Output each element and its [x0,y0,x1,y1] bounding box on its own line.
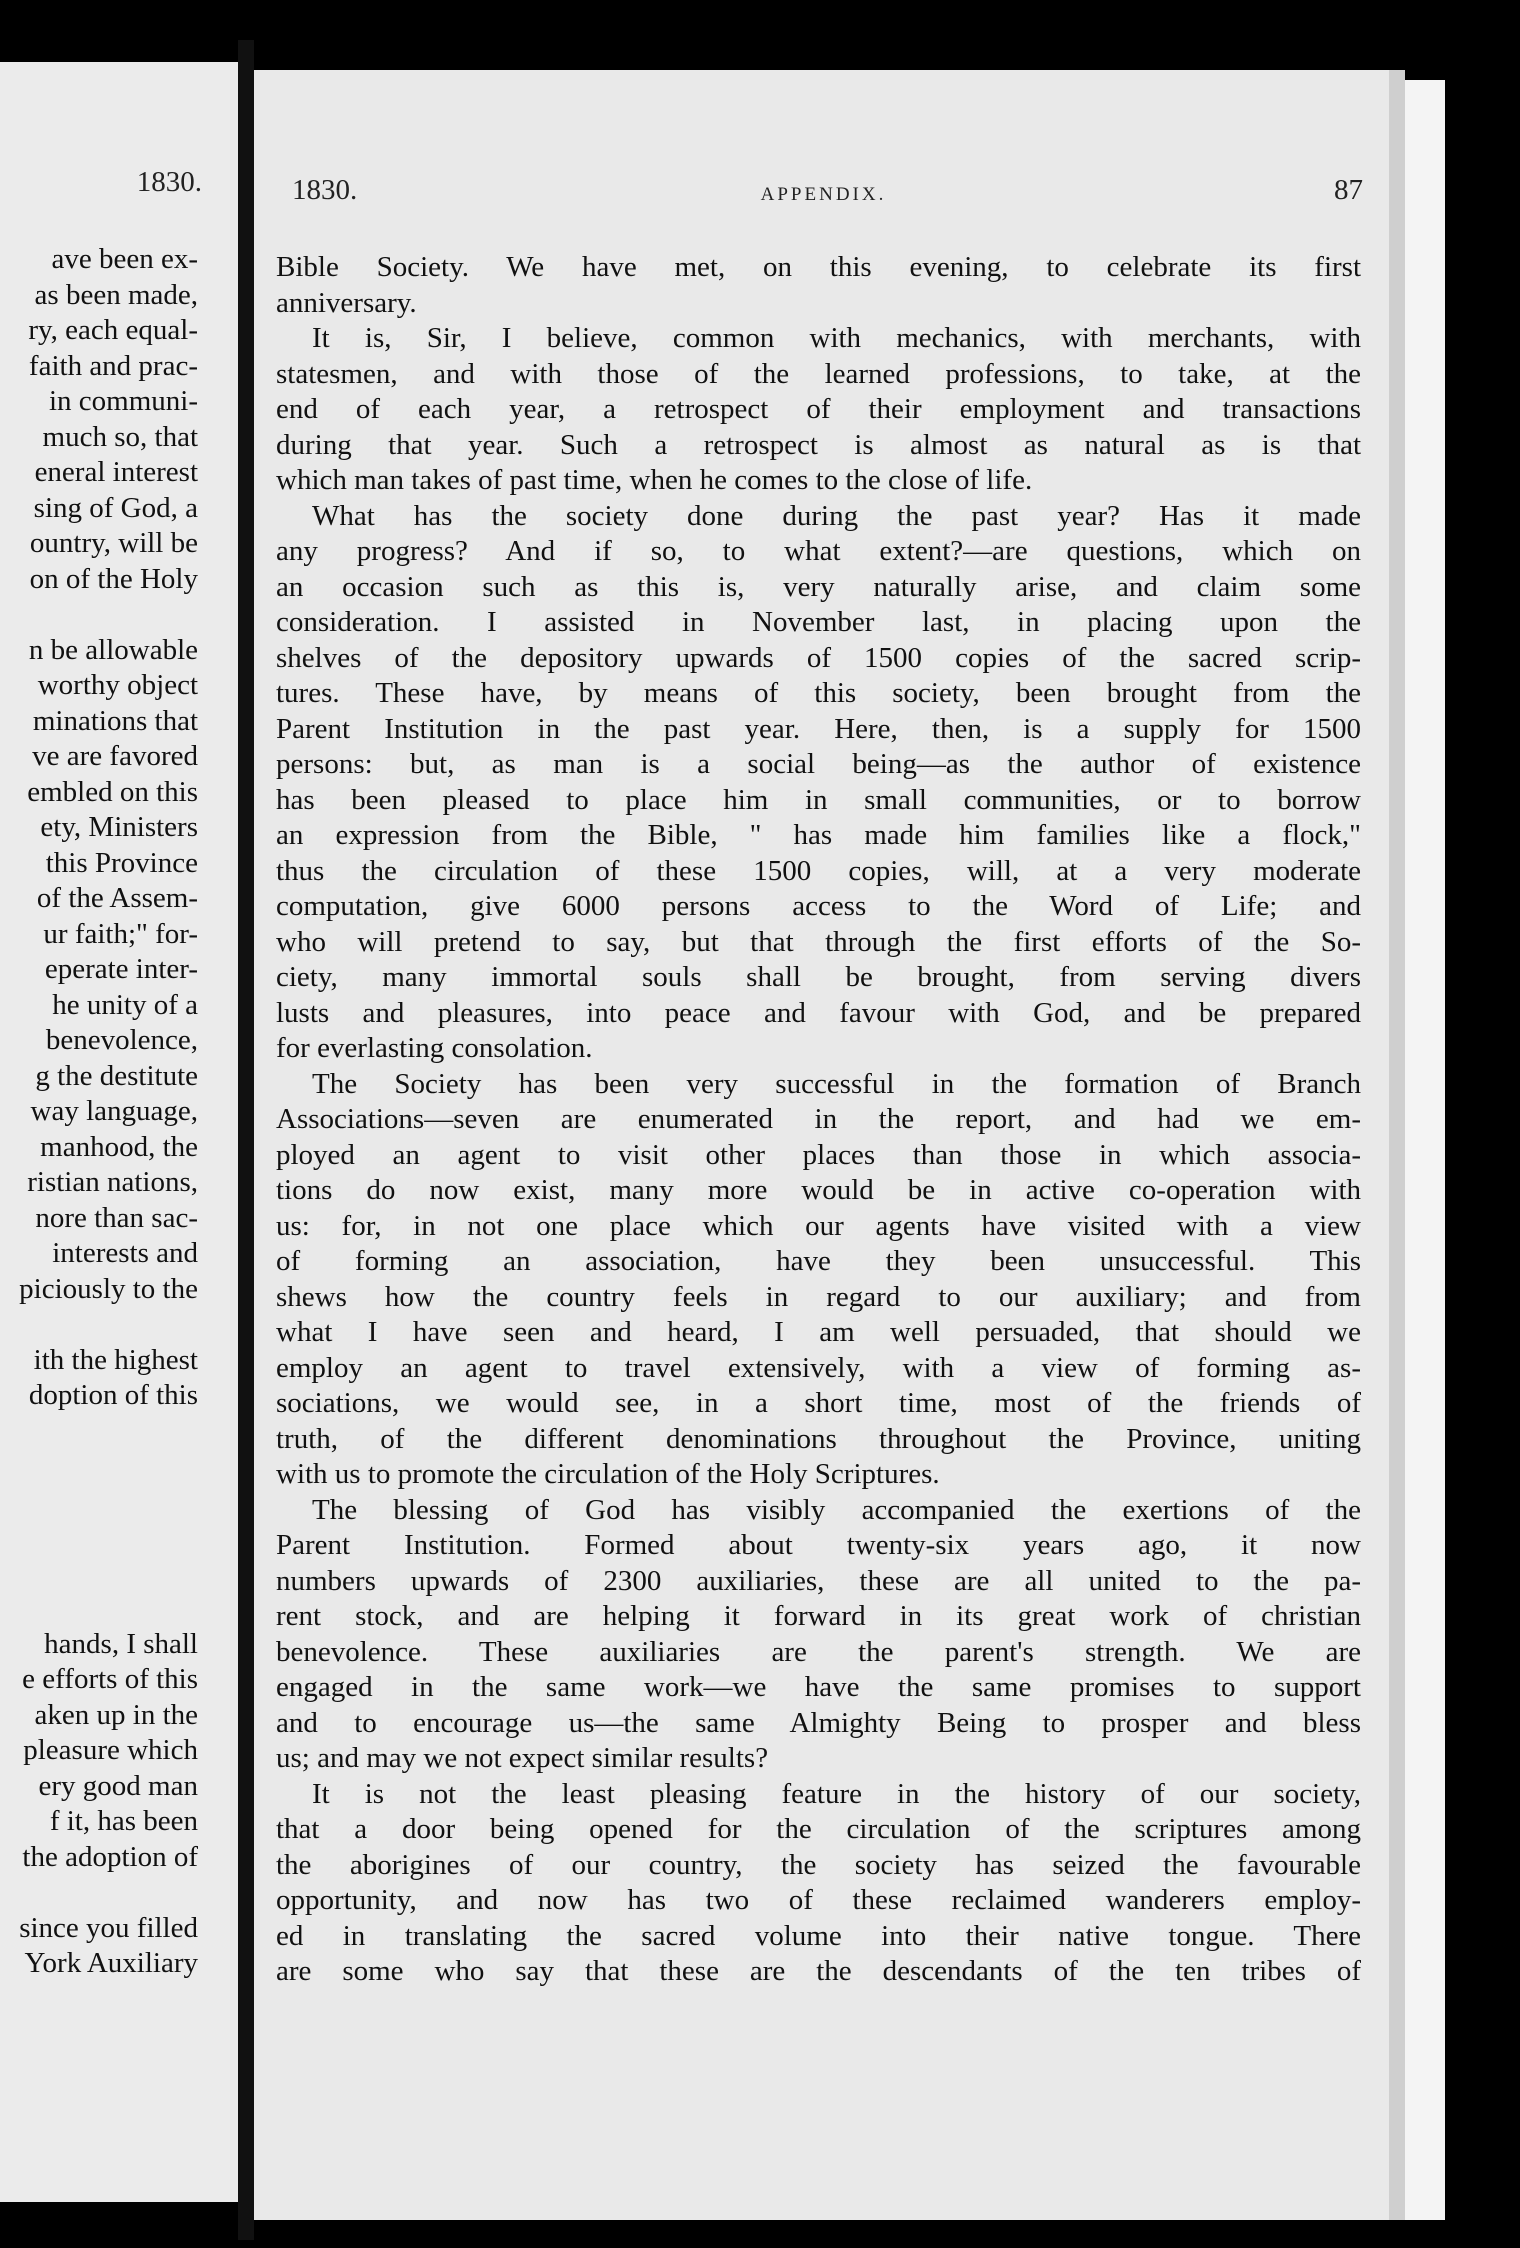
text-line: which man takes of past time, when he comes to the close of life. [276,464,1033,496]
left-text-line: f it, has been [49,1805,198,1837]
text-line: What has the society done during the past year? Has it made [312,499,1361,532]
left-text-line: e efforts of this [22,1663,198,1695]
page-edge-shadow [1405,80,1445,2220]
left-text-line: ery good man [38,1769,198,1802]
left-text-line: ur faith;" for- [43,917,198,950]
left-text-line: piciously to the [19,1272,198,1305]
left-text-line [0,1307,198,1343]
text-line: us: for, in not one place which our agents have visited with a view [276,1209,1361,1242]
left-text-line: eperate inter- [44,953,198,985]
text-line: during that year. Such a retrospect is almost as natural as is that [276,428,1361,461]
text-line: persons: but, as man is a social being—as the author of existence [276,748,1361,780]
left-text-line: as been made, [34,278,198,311]
left-page-fragment [0,62,238,2202]
left-text-line [0,1591,198,1627]
left-page-text [0,242,198,1982]
left-text-line: this Province [45,846,198,879]
left-text-line: hands, I shall [44,1627,198,1660]
text-line: anniversary. [276,286,417,319]
left-text-line: n be allowable [28,633,198,666]
left-text-line: benevolence, [45,1024,198,1056]
left-text-line [0,1556,198,1592]
running-title: APPENDIX. [760,184,887,205]
left-text-line [0,1520,198,1556]
text-line: lusts and pleasures, into peace and favour with God, and be prepared [276,996,1361,1029]
text-line: Parent Institution in the past year. Here, then, is a supply for 1500 [276,712,1361,745]
page-number: 87 [1334,174,1363,206]
page-year: 1830. [292,174,358,206]
text-line: The Society has been very successful in the formation of Branch [312,1067,1361,1100]
text-line: Bible Society. We have met, on this evening, to celebrate its first [276,251,1361,283]
left-text-line: since you filled [19,1911,198,1944]
text-line: us; and may we not expect similar results? [276,1742,769,1774]
text-line: ployed an agent to visit other places than those in which associa- [276,1138,1361,1171]
text-line: Associations—seven are enumerated in the report, and had we em- [276,1103,1361,1135]
left-text-line: ristian nations, [27,1166,198,1198]
text-line: The blessing of God has visibly accompanied the exertions of the [312,1493,1361,1526]
text-line: has been pleased to place him in small communities, or to borrow [276,783,1361,816]
text-line: benevolence. These auxiliaries are the parent's strength. We are [276,1635,1361,1668]
left-text-line [0,1875,198,1911]
left-text-line: way language, [30,1095,198,1127]
left-text-line: York Auxiliary [24,1947,198,1979]
text-line: thus the circulation of these 1500 copies, will, at a very moderate [276,854,1361,887]
main-page [254,70,1389,2220]
left-text-line: the adoption of [22,1840,198,1873]
left-text-line: he unity of a [52,988,198,1021]
left-text-line: nore than sac- [35,1201,198,1234]
left-text-line: ve are favored [32,740,198,772]
left-text-line [0,597,198,633]
text-line: who will pretend to say, but that through the first efforts of the So- [276,925,1361,958]
left-text-line: sing of God, a [33,491,198,524]
left-text-line [0,1414,198,1450]
left-text-line: ety, Ministers [40,811,198,843]
text-line: shews how the country feels in regard to our auxiliary; and from [276,1280,1361,1313]
text-line: of forming an association, have they been unsuccessful. This [276,1245,1361,1277]
body-text [276,250,1361,1990]
text-line: and to encourage us—the same Almighty Being to prosper and bless [276,1706,1361,1739]
text-line: It is not the least pleasing feature in the history of our society, [312,1777,1361,1810]
text-line: an expression from the Bible, " has made him families like a flock," [276,819,1361,851]
text-line: are some who say that these are the descendants of the ten tribes of [276,1955,1361,1987]
text-line: employ an agent to travel extensively, with a view of forming as- [276,1351,1361,1384]
left-text-line: g the destitute [35,1059,198,1092]
text-line: any progress? And if so, to what extent?—are questions, which on [276,535,1361,567]
text-line: the aborigines of our country, the society has seized the favourable [276,1848,1361,1881]
page-header [284,174,1363,214]
text-line: tions do now exist, many more would be in active co-operation with [276,1174,1361,1206]
text-line: opportunity, and now has two of these reclaimed wanderers employ- [276,1884,1361,1916]
text-line: an occasion such as this is, very naturally arise, and claim some [276,570,1361,603]
left-page-header [30,166,212,206]
left-text-line: much so, that [42,420,198,453]
left-page-year: 1830. [136,166,202,198]
text-line: truth, of the different denominations throughout the Province, uniting [276,1422,1361,1455]
left-text-line: ry, each equal- [28,314,198,346]
text-line: shelves of the depository upwards of 1500 copies of the sacred scrip- [276,641,1361,674]
text-line: with us to promote the circulation of the Holy Scriptures. [276,1458,940,1490]
left-text-line: ith the highest [33,1343,198,1376]
text-line: consideration. I assisted in November last, in placing upon the [276,606,1361,638]
left-text-line [0,1449,198,1485]
left-text-line: on of the Holy [29,562,198,595]
text-line: It is, Sir, I believe, common with mechanics, with merchants, with [312,322,1361,354]
left-text-line [0,1485,198,1521]
page-edge [1389,70,1405,2220]
left-text-line: worthy object [37,669,198,701]
text-line: for everlasting consolation. [276,1032,593,1064]
left-text-line: ave been ex- [51,243,198,275]
text-line: engaged in the same work—we have the same promises to support [276,1671,1361,1703]
text-line: numbers upwards of 2300 auxiliaries, these are all united to the pa- [276,1564,1361,1597]
left-text-line: interests and [52,1237,198,1269]
left-text-line: eneral interest [34,456,198,488]
text-line: computation, give 6000 persons access to the Word of Life; and [276,890,1361,922]
left-text-line: doption of this [28,1379,198,1411]
text-line: rent stock, and are helping it forward in its great work of christian [276,1600,1361,1632]
text-line: ed in translating the sacred volume into their native tongue. There [276,1919,1361,1952]
text-line: what I have seen and heard, I am well persuaded, that should we [276,1316,1361,1348]
text-line: statesmen, and with those of the learned professions, to take, at the [276,357,1361,390]
left-text-line: in communi- [48,385,198,417]
left-text-line: pleasure which [23,1734,198,1766]
text-line: Parent Institution. Formed about twenty-six years ago, it now [276,1529,1361,1561]
left-text-line: faith and prac- [28,349,198,382]
left-text-line: embled on this [27,775,198,808]
left-text-line: ountry, will be [29,527,198,559]
left-text-line: aken up in the [34,1698,198,1731]
text-line: ciety, many immortal souls shall be brought, from serving divers [276,961,1361,993]
left-text-line: manhood, the [40,1130,198,1163]
left-text-line: of the Assem- [36,882,198,914]
book-gutter [238,40,254,2240]
text-line: end of each year, a retrospect of their employment and transactions [276,393,1361,425]
text-line: that a door being opened for the circulation of the scriptures among [276,1813,1361,1845]
text-line: sociations, we would see, in a short time, most of the friends of [276,1387,1361,1419]
text-line: tures. These have, by means of this society, been brought from the [276,677,1361,709]
left-text-line: minations that [32,704,198,737]
